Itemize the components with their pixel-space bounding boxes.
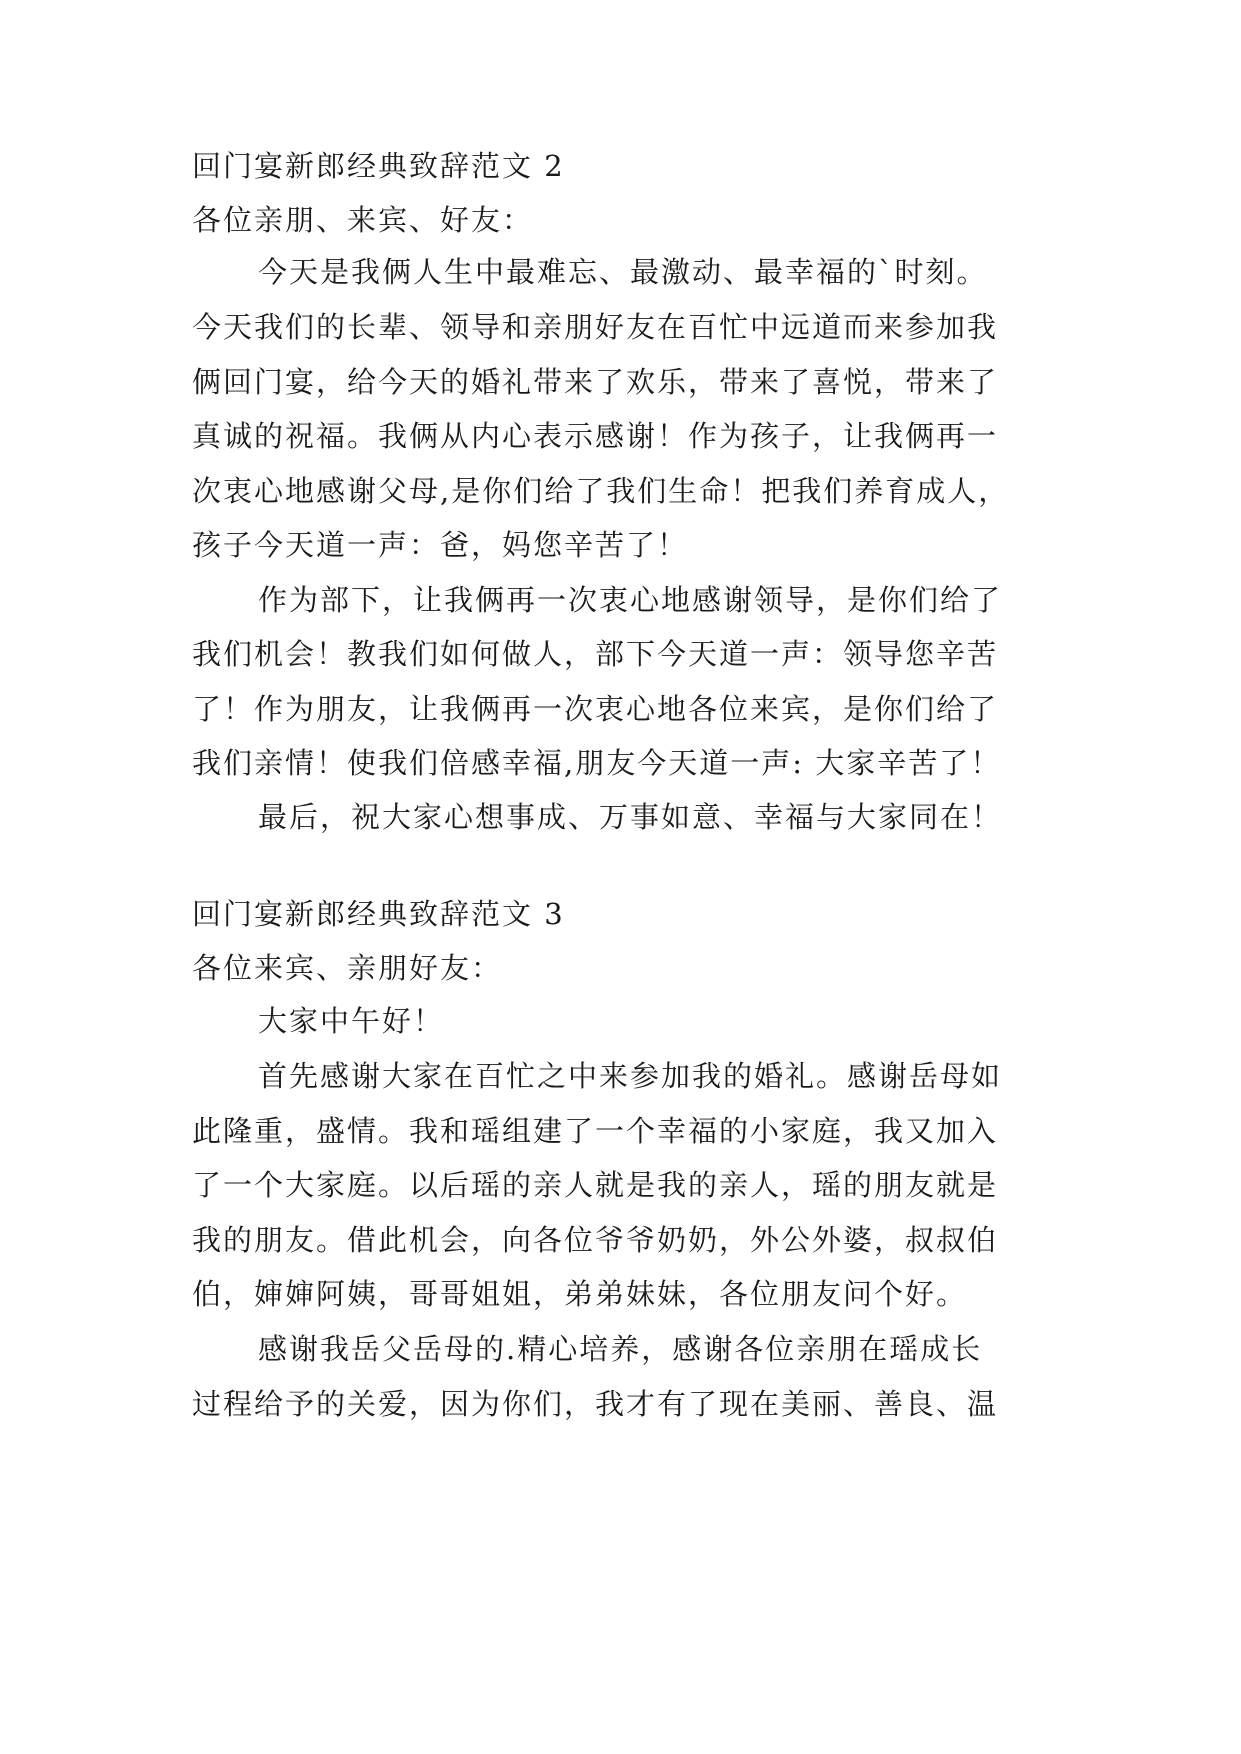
paragraph-line: 了一个大家庭。以后瑶的亲人就是我的亲人，瑶的朋友就是 xyxy=(192,1168,999,1202)
paragraph-line: 首先感谢大家在百忙之中来参加我的婚礼。感谢岳母如 xyxy=(258,1059,1003,1093)
paragraph-line: 今天我们的长辈、领导和亲朋好友在百忙中远道而来参加我 xyxy=(192,310,999,344)
paragraph-line: 今天是我俩人生中最难忘、最激动、最幸福的`时刻。 xyxy=(258,255,988,289)
section-title: 回门宴新郎经典致辞范文 2 xyxy=(192,149,565,183)
paragraph-line: 了！作为朋友，让我俩再一次衷心地各位来宾，是你们给了 xyxy=(192,692,999,726)
paragraph-line: 此隆重，盛情。我和瑶组建了一个幸福的小家庭，我又加入 xyxy=(192,1114,999,1148)
paragraph-line: 最后，祝大家心想事成、万事如意、幸福与大家同在！ xyxy=(258,800,1003,834)
paragraph-line: 大家中午好！ xyxy=(258,1004,445,1038)
paragraph-line: 俩回门宴，给今天的婚礼带来了欢乐，带来了喜悦，带来了 xyxy=(192,365,999,399)
paragraph-line: 过程给予的关爱，因为你们，我才有了现在美丽、善良、温 xyxy=(192,1387,999,1421)
salutation: 各位亲朋、来宾、好友： xyxy=(192,203,534,237)
paragraph-line: 作为部下，让我俩再一次衷心地感谢领导，是你们给了 xyxy=(258,583,1003,617)
paragraph-line: 真诚的祝福。我俩从内心表示感谢！作为孩子，让我俩再一 xyxy=(192,419,999,453)
paragraph-line: 次衷心地感谢父母,是你们给了我们生命！把我们养育成人， xyxy=(192,474,1010,508)
paragraph-line: 我们亲情！使我们倍感幸福,朋友今天道一声: 大家辛苦了！ xyxy=(192,746,1002,780)
paragraph-line: 感谢我岳父岳母的.精心培养，感谢各位亲朋在瑶成长 xyxy=(258,1332,983,1366)
paragraph-line: 孩子今天道一声：爸，妈您辛苦了！ xyxy=(192,528,689,562)
paragraph-line: 我的朋友。借此机会，向各位爷爷奶奶，外公外婆，叔叔伯 xyxy=(192,1223,999,1257)
paragraph-line: 我们机会！教我们如何做人，部下今天道一声：领导您辛苦 xyxy=(192,637,999,671)
paragraph-line: 伯，婶婶阿姨，哥哥姐姐，弟弟妹妹，各位朋友问个好。 xyxy=(192,1277,968,1311)
section-title: 回门宴新郎经典致辞范文 3 xyxy=(192,897,565,931)
salutation: 各位来宾、亲朋好友： xyxy=(192,951,503,985)
